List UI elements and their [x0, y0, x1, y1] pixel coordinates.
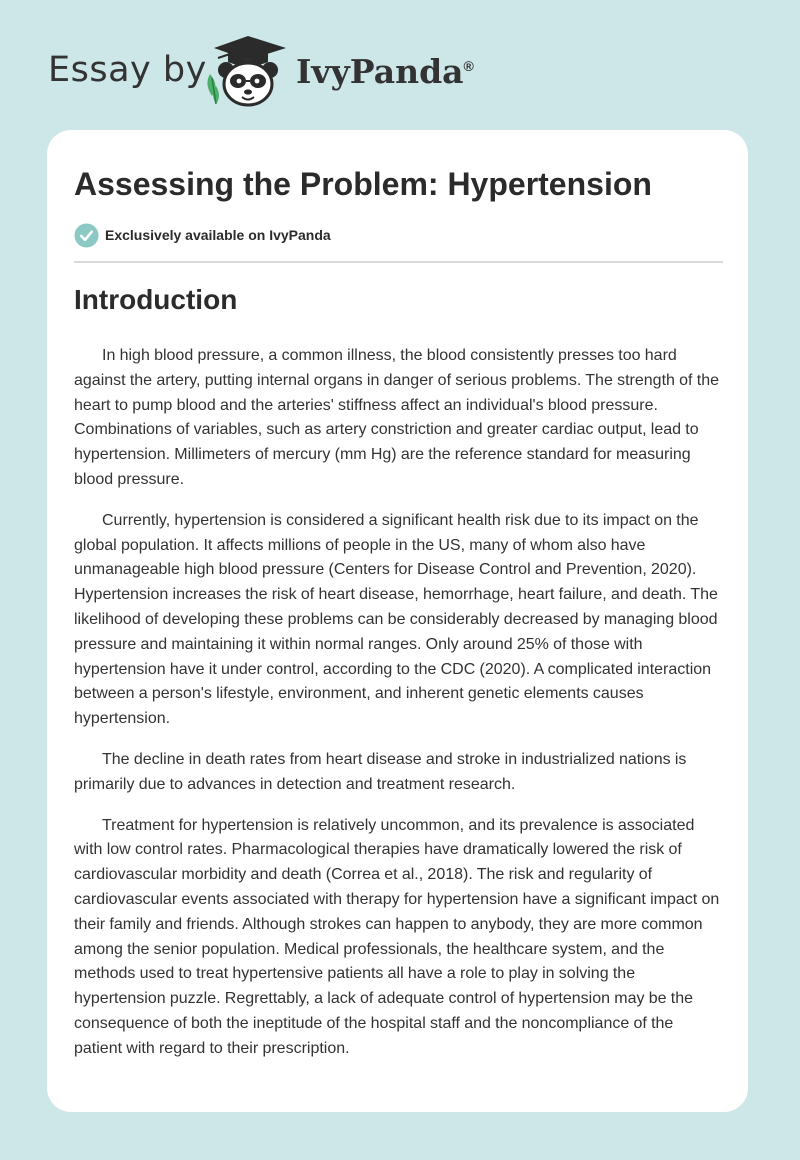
page-title: Assessing the Problem: Hypertension: [74, 166, 652, 202]
site-header: [0, 0, 800, 130]
article-body: [74, 344, 723, 1078]
section-heading: Introduction: [74, 284, 238, 315]
brand-name[interactable]: IvyPanda®: [296, 52, 474, 91]
paragraph: Treatment for hypertension is relatively uncommon, and its prevalence is associated with low control rates. Pharmacological therapies have dramatically lowered the risk of cardiovascular morbidity and death (Correa et al., 2018). The risk and regularity of cardiovascular events associated with therapy for hypertension have a significant impact on their family and friends. Although strokes can happen to anybody, they are more common among the senior population. Medical professionals, the healthcare system, and the methods used to treat hypertensive patients all have a role to play in solving the hypertension puzzle. Regrettably, a lack of adequate control of hypertension may be the consequence of both the ineptitude of the hospital staff and the noncompliance of the patient with regard to their prescription.: [74, 816, 720, 1057]
paragraph: The decline in death rates from heart disease and stroke in industrialized nations is primarily due to advances in detection and treatment research.: [74, 750, 687, 793]
registered-mark: ®: [463, 58, 474, 74]
paragraph: Currently, hypertension is considered a significant health risk due to its impact on the global population. It affects millions of people in the US, many of whom also have unmanageable high blood pressure (Centers for Disease Control and Prevention, 2020). Hypertension increases the risk of heart disease, hemorrhage, heart failure, and death. The likelihood of developing these problems can be considerably decreased by managing blood pressure and maintaining it within normal ranges. Only around 25% of those with hypertension have it under control, according to the CDC (2020). A complicated interaction between a person's lifestyle, environment, and inherent genetic elements causes hypertension.: [74, 511, 718, 728]
check-circle-icon: [74, 223, 99, 248]
badge-text: Exclusively available on IvyPanda: [105, 227, 331, 243]
divider: [74, 261, 723, 263]
paragraph: In high blood pressure, a common illness, the blood consistently presses too hard against the artery, putting internal organs in danger of serious problems. The strength of the heart to pump blood and the arteries' stiffness affect an individual's blood pressure. Combinations of variables, such as artery constriction and greater cardiac output, lead to hypertension. Millimeters of mercury (mm Hg) are the reference standard for measuring blood pressure.: [74, 347, 719, 488]
exclusive-badge: [74, 222, 331, 248]
panda-logo-icon[interactable]: [202, 36, 292, 108]
essay-card: [47, 130, 748, 1112]
essay-by-label: Essay by: [48, 50, 207, 90]
